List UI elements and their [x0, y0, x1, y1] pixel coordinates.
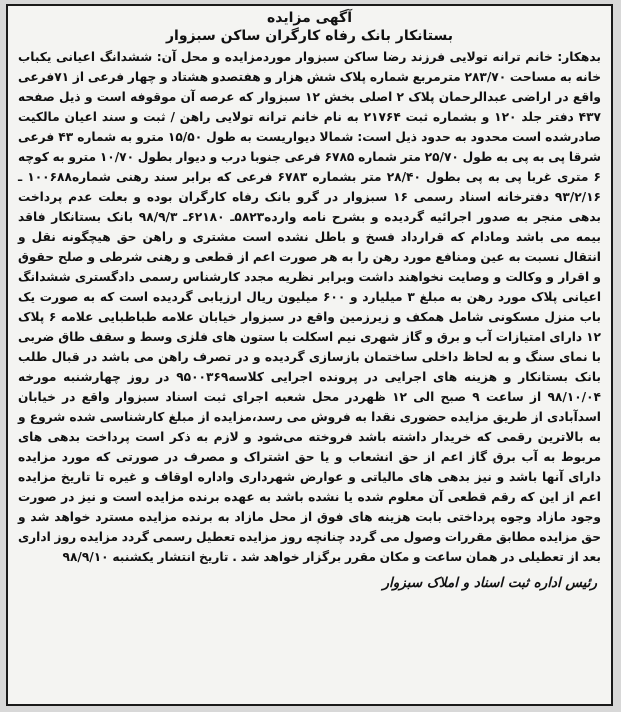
- notice-subtitle: بستانکار بانک رفاه کارگران ساکن سبزوار: [166, 28, 453, 44]
- notice-body: بدهکار: خانم ترانه تولایی فرزند رضا ساکن سبزوار موردمزایده و محل آن: ششدانگ اعیانی یکباب خانه به مساحت ۲۸۳/۷۰ مترمربع شماره پلاک شش هزار و هفتصدو هشتاد و چهار فرعی از ۷۱فرعی واقع در اراضی عبدالرحمان پلاک ۲ اصلی بخش ۱۲ سبزوار که عرصه آن موقوفه است و ذیل صفحه ۴۳۷ دفتر جلد ۱۲۰ و بشماره ثبت ۲۱۷۶۴ به نام خانم ترانه تولایی راهن / ثبت و سند اعیان مالکیت صادرشده است محدود به حدود ذیل است: شمالا دیواریست به طول ۱۵/۵۰ مترو به شماره ۴۳ فرعی شرقا پی به پی به طول ۲۵/۷۰ متر شماره ۶۷۸۵ فرعی جنوبا درب و دیوار بطول ۱۰/۷۰ مترو به کوچه ۶ متری غربا پی به پی بطول ۲۸/۴۰ متر بشماره ۶۷۸۳ فرعی که برابر سند رهنی شماره۱۰۰۶۸۸ ـ ۹۳/۲/۱۶ دفترخانه اسناد رسمی ۱۶ سبزوار در گرو بانک رفاه کارگران بوده و بعلت عدم پرداخت بدهی منجر به صدور اجرائیه گردیده و بشرح نامه وارده۵۸۲۳ـ ۶۲۱۸۰ـ ۹۸/۹/۳ بانک بستانکار فاقد بیمه می باشد ومادام که قرارداد فسخ و باطل نشده است مشتری و راهن حق هیچگونه نقل و انتقال نسبت به عین ومنافع مورد رهن را به هر صورت اعم از قطعی و رهنی شرطی و صلح حقوق و اقرار و وکالت و وصایت نخواهند داشت وبرابر نظریه مجدد کارشناس رسمی دادگستری ششدانگ اعیانی پلاک مورد رهن به مبلغ ۳ میلیارد و ۶۰۰ میلیون ریال ارزیابی گردیده است که به صورت یک باب منزل مسکونی شامل همکف و زیرزمین واقع در سبزوار خیابان علامه طباطبایی علامه ۶ پلاک ۱۲ دارای امتیازات آب و برق و گاز شهری نیم اسکلت با ستون های فلزی وسط و سقف طاق ضربی با نمای سنگ و به لحاظ داخلی ساختمان بازسازی گردیده و در تصرف راهن می باشد در قبال طلب بانک بستانکار و هزینه های اجرایی در پرونده اجرایی کلاسه۹۵۰۰۳۶۹ در روز چهارشنبه مورخه ۹۸/۱۰/۰۴ از ساعت ۹ صبح الی ۱۲ ظهردر محل شعبه اجرای ثبت اسناد سبزوار واقع در خیابان اسدآبادی از طریق مزایده حضوری نقدا به فروش می رسد،مزایده از مبلغ کارشناسی شده شروع و به بالاترین رقمی که خریدار داشته باشد فروخته می‌شود و لازم به ذکر است پرداخت بدهی های مربوط به آب برق گاز اعم از حق انشعاب و یا حق اشتراک و مصرف در صورتی که مورد مزایده دارای آنها باشد و نیز بدهی های مالیاتی و عوارض شهرداری واداره اوقاف و غیره تا تاریخ مزایده اعم از این که رقم قطعی آن معلوم شده یا نشده باشد به عهده برنده مزایده است و نیز در صورت وجود مازاد وجوه پرداختی بابت هزینه های فوق از محل مازاد به برنده مزایده مسترد خواهد شد و حق مزایده مطابق مقررات وصول می گردد چنانچه روز مزایده تعطیل رسمی گردد مزایده روز اداری بعد از تعطیلی در همان ساعت و مکان مقرر برگزار خواهد شد . تاریخ انتشار یکشنبه ۹۸/۹/۱۰: [18, 50, 601, 564]
- notice-title: آگهی مزایده: [266, 10, 352, 26]
- notice-signature: رئیس اداره ثبت اسناد و املاک سبزوار: [382, 575, 597, 591]
- auction-notice: [6, 4, 613, 706]
